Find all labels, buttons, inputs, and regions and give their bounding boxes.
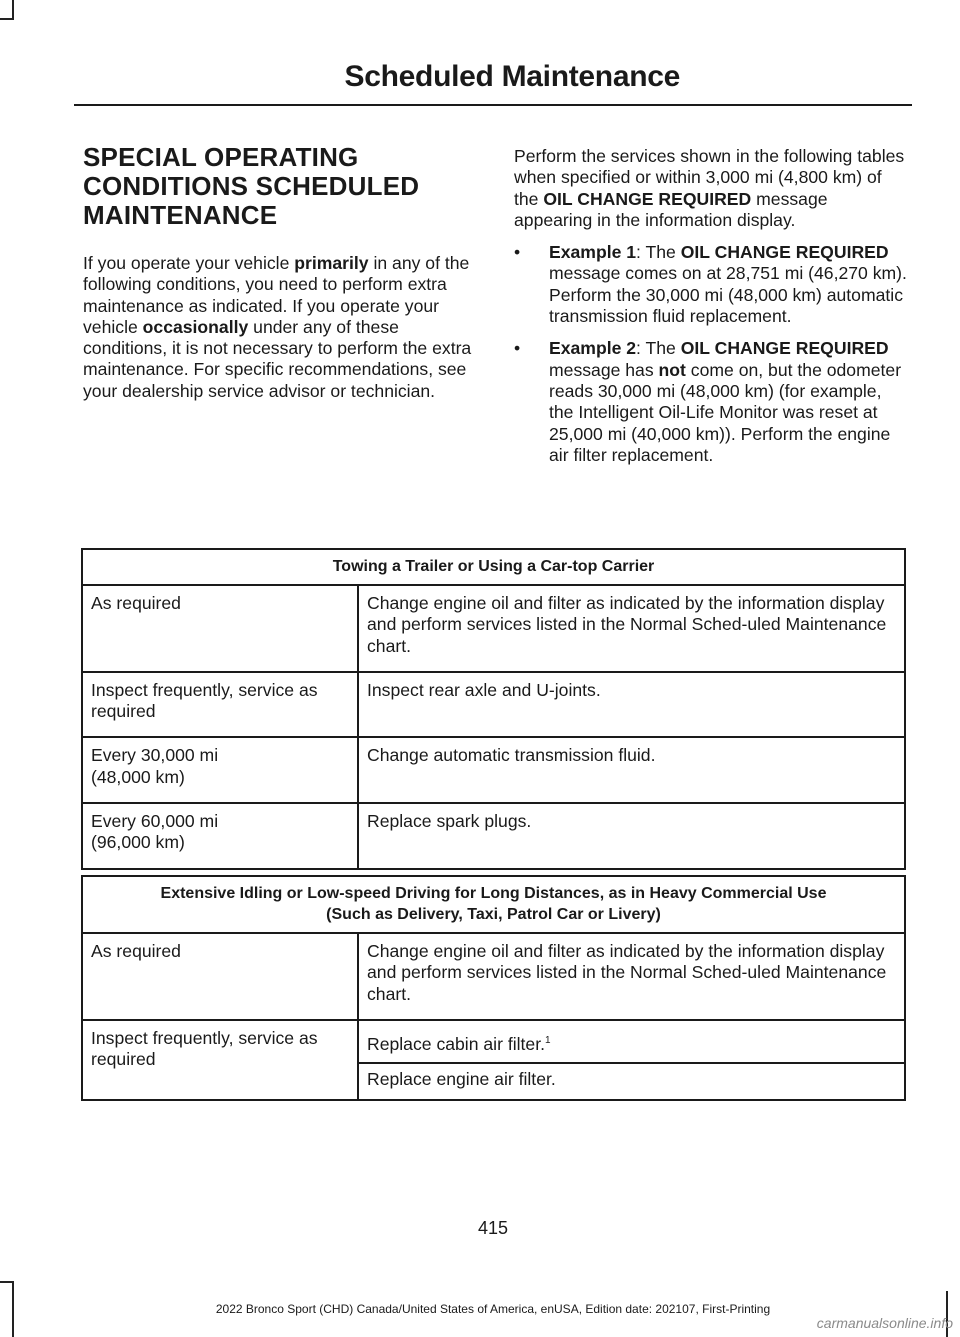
towing-maintenance-table [81, 548, 906, 870]
right-column [514, 146, 909, 477]
watermark: carmanualsonline.info [816, 1315, 953, 1331]
table-title: Extensive Idling or Low-speed Driving for Long Distances, as in Heavy Commercial Use (Such as Delivery, Taxi, Patrol Car or Livery) [82, 876, 905, 933]
page-header-title: Scheduled Maintenance [344, 60, 680, 93]
table-row [82, 1020, 905, 1063]
table-header-row [82, 876, 905, 933]
heading-line: CONDITIONS SCHEDULED [83, 171, 420, 201]
heading-line: SPECIAL OPERATING [83, 142, 359, 172]
interval-cell: Every 60,000 mi (96,000 km) [82, 803, 358, 869]
interval-cell: As required [82, 933, 358, 1020]
edition-footer: 2022 Bronco Sport (CHD) Canada/United States of America, enUSA, Edition date: 202107, First-Printing [215, 1302, 771, 1316]
interval-cell: As required [82, 585, 358, 672]
table-row [82, 803, 905, 869]
left-column [83, 143, 478, 402]
action-cell: Change automatic transmission fluid. [358, 737, 905, 803]
services-intro-paragraph: Perform the services shown in the following tables when specified or within 3,000 mi (4,800 km) of the OIL CHANGE REQUIRED message appearing in the information display. [514, 146, 905, 230]
crop-mark-top-left-horizontal [0, 18, 14, 20]
example-list [514, 242, 909, 466]
action-cell: Change engine oil and filter as indicated by the information display and perform services listed in the Normal Sched-uled Maintenance chart. [358, 585, 905, 672]
page-number: 415 [477, 1218, 509, 1238]
intro-paragraph: If you operate your vehicle primarily in any of the following conditions, you need to perform extra maintenance as indicated. If you operate your vehicle occasionally under any of these conditions, it is not necessary to perform the extra maintenance. For specific recommendations, see your dealership service advisor or technician. [83, 253, 472, 401]
table-row [82, 585, 905, 672]
table-header-row [82, 549, 905, 585]
section-heading [83, 143, 478, 230]
footnote-marker: 1 [544, 1035, 551, 1047]
action-cell: Change engine oil and filter as indicated by the information display and perform services listed in the Normal Sched-uled Maintenance chart. [358, 933, 905, 1020]
crop-mark-bottom-left-horizontal [0, 1281, 14, 1283]
action-cell: Replace spark plugs. [358, 803, 905, 869]
header-divider [74, 104, 912, 106]
bullet-icon: • [514, 242, 521, 263]
crop-mark-top-left-vertical [12, 0, 14, 19]
interval-cell: Every 30,000 mi (48,000 km) [82, 737, 358, 803]
heading-line: MAINTENANCE [83, 200, 278, 230]
interval-cell: Inspect frequently, service as required [82, 1020, 358, 1101]
table-row [82, 737, 905, 803]
table-row [82, 933, 905, 1020]
table-title: Towing a Trailer or Using a Car-top Carrier [82, 549, 905, 585]
action-cell: Inspect rear axle and U-joints. [358, 672, 905, 738]
list-item: • Example 1: The OIL CHANGE REQUIRED message comes on at 28,751 mi (46,270 km). Perform the 30,000 mi (48,000 km) automatic transmission fluid replacement. [514, 242, 907, 327]
list-item: • Example 2: The OIL CHANGE REQUIRED message has not come on, but the odometer reads 30,000 mi (48,000 km) (for example, the Intelligent Oil-Life Monitor was reset at 25,000 mi (40,000 km)). Perform the engine air filter replacement. [514, 338, 902, 465]
table-row [82, 672, 905, 738]
idling-maintenance-table [81, 875, 906, 1101]
interval-cell: Inspect frequently, service as required [82, 672, 358, 738]
bullet-icon: • [514, 338, 521, 359]
action-cell: Replace engine air filter. [358, 1063, 905, 1100]
action-cell: Replace cabin air filter.$^1$ [358, 1020, 905, 1063]
